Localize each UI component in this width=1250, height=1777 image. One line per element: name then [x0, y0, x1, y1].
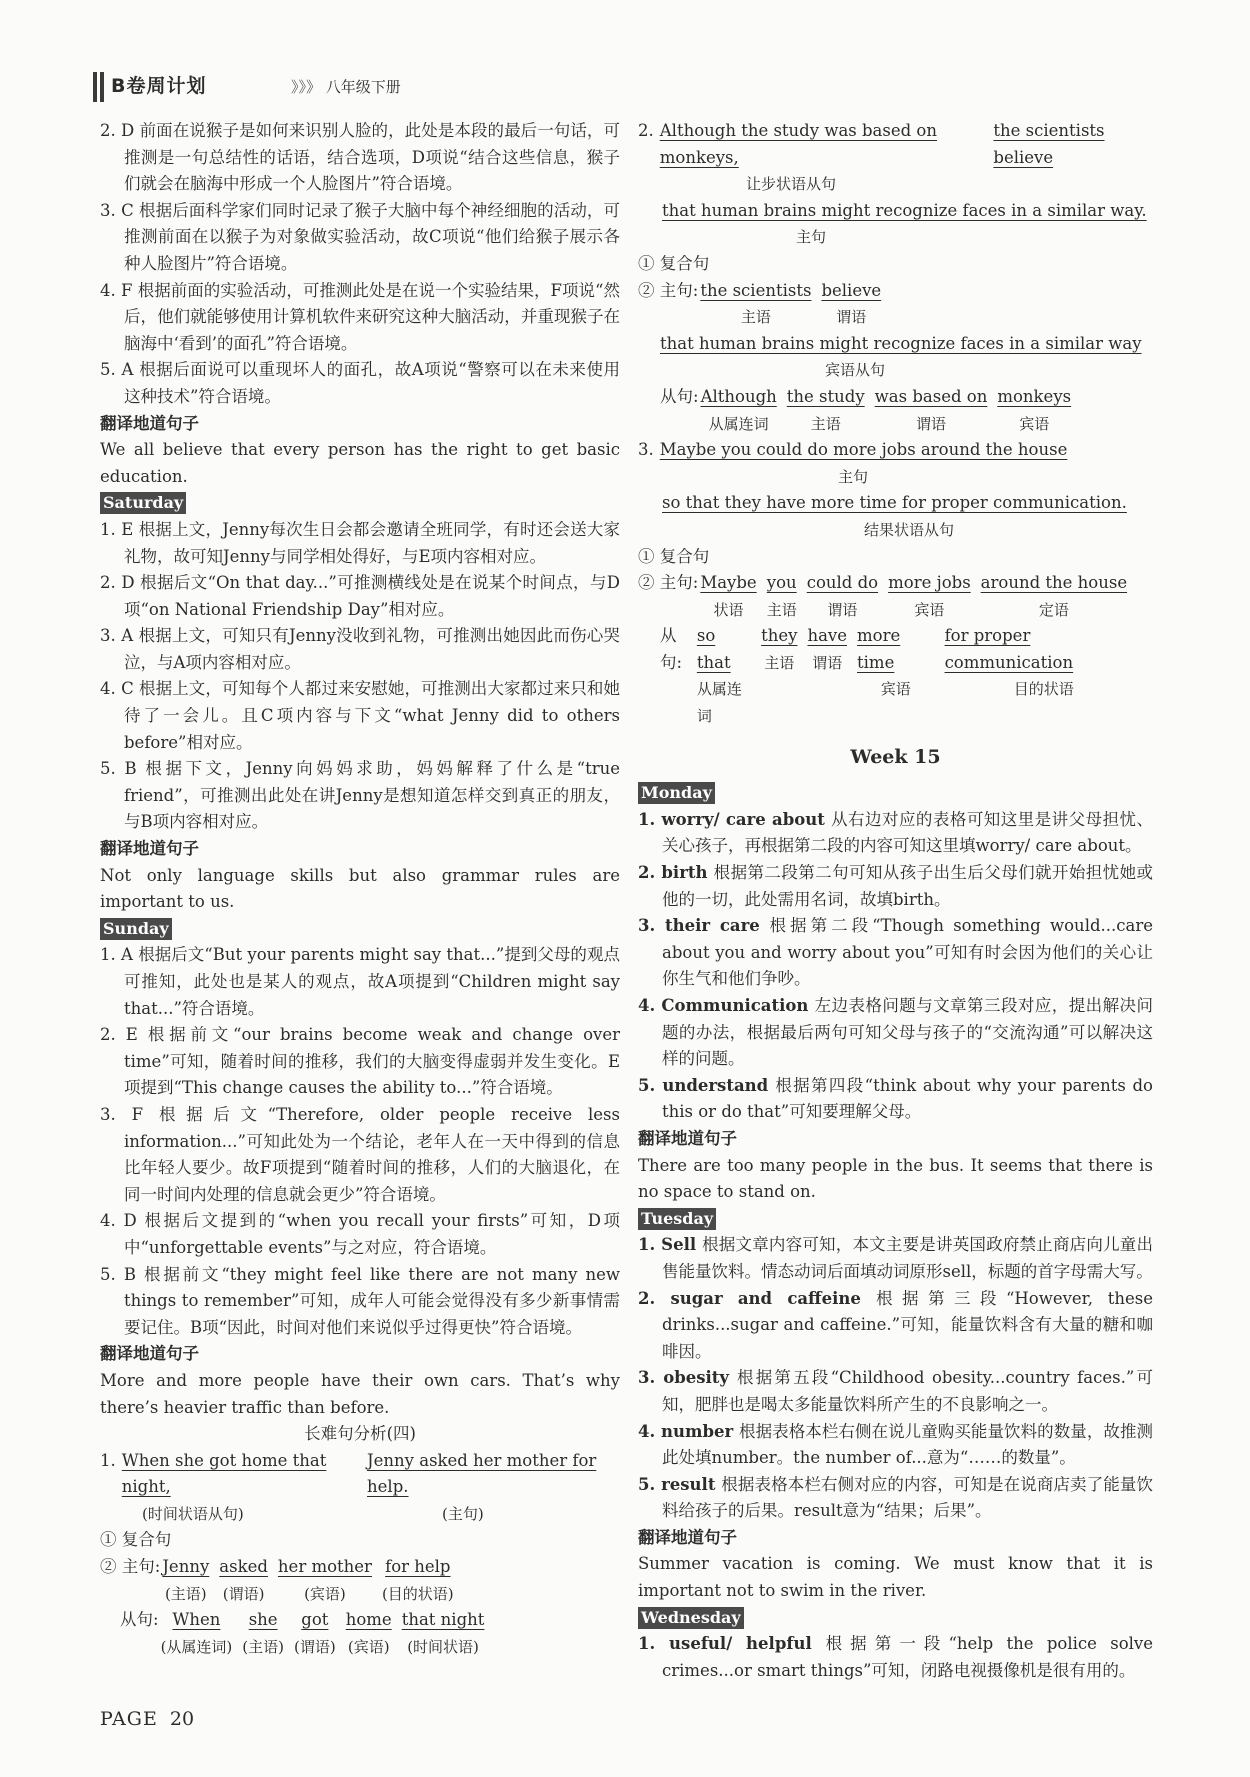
- monday-answers: [638, 807, 1153, 1126]
- sentence-segment: [997, 384, 1071, 437]
- answer-explanation: 根据第四段“think about why your parents do this or do that”可知要理解父母。: [662, 1075, 1153, 1122]
- sentence-segment: [219, 1554, 268, 1607]
- sentence-segment: [767, 570, 797, 623]
- header-arrows: 》》》: [291, 78, 322, 96]
- translation-heading: 翻译地道句子: [100, 413, 199, 433]
- sentence-segment: [278, 1554, 372, 1607]
- segment-label: 主语: [764, 653, 795, 672]
- main-clause-prefix: ② 主句:: [638, 573, 699, 593]
- page-header: [93, 70, 1153, 104]
- sentence-segment: [382, 1554, 454, 1607]
- segment-text: asked: [219, 1557, 268, 1577]
- main-clause-breakdown: [638, 278, 1153, 331]
- week-title: Week 15: [850, 745, 941, 768]
- sentence-segment: [945, 623, 1143, 703]
- sentence-segment: [161, 1607, 233, 1660]
- segment-text: you: [766, 573, 797, 593]
- answer-key: 4. Communication: [638, 996, 815, 1015]
- answer-explanation: 从右边对应的表格可知这里是讲父母担忧、关心孩子，再根据第二段的内容可知这里填worry/ care about。: [662, 809, 1154, 856]
- main-clause-breakdown: [100, 1554, 620, 1607]
- translation-sentence: Summer vacation is coming. We must know that it is important not to swim in the river.: [638, 1554, 1153, 1601]
- answer-key: 2. sugar and caffeine: [638, 1288, 877, 1308]
- sentence-segment: [701, 384, 777, 437]
- sentence-type: ① 复合句: [638, 253, 710, 273]
- answer-key: 2. birth: [638, 863, 714, 883]
- sentence-segment: [807, 570, 878, 623]
- segment-text: her mother: [277, 1557, 372, 1577]
- answer-explanation: 根据第三段“However, these drinks...sugar and caffeine.”可知，能量饮料含有大量的糖和咖啡因。: [662, 1288, 1153, 1361]
- answer-key: 1. worry/ care about: [638, 809, 832, 829]
- answer-key: 4. number: [638, 1421, 740, 1441]
- segment-label: 从属连词: [708, 414, 769, 433]
- answer-item: 3. A 根据上文，可知只有Jenny没收到礼物，可推测出她因此而伤心哭泣，与A项内容相对应。: [100, 626, 620, 672]
- answer-key: 1. useful/ helpful: [638, 1634, 826, 1654]
- sentence-segment: [162, 1554, 209, 1607]
- answer-item: [638, 860, 1153, 913]
- sentence-segment: [402, 1607, 485, 1660]
- segment-text: could do: [806, 573, 879, 593]
- sentence-segment: [981, 570, 1127, 623]
- answer-item: [638, 807, 1153, 860]
- translation-heading: 翻译地道句子: [638, 1527, 737, 1547]
- answer-explanation: 根据第五段“Childhood obesity...country faces.”可知，肥胖也是喝太多能量饮料所产生的不良影响之一。: [662, 1368, 1153, 1414]
- segment-text: they: [761, 626, 798, 646]
- answer-item: 1. E 根据上文，Jenny每次生日会都会邀请全班同学，有时还会送大家礼物，故可知Jenny与同学相处得好，与E项内容相对应。: [100, 519, 620, 566]
- answer-item: [638, 1631, 1153, 1684]
- answer-item: [638, 1365, 1153, 1418]
- segment-text: Maybe: [700, 573, 757, 593]
- sentence-segment: [761, 623, 797, 676]
- segment-text: Although: [700, 386, 777, 406]
- day-label-sunday: Sunday: [100, 918, 172, 940]
- clause-text: so that they have more time for proper communication.: [662, 493, 1127, 513]
- answer-explanation: 根据表格本栏右侧对应的内容，可知是在说商店卖了能量饮料给孩子的后果。result意为“结果；后果”。: [662, 1474, 1153, 1521]
- clause-label: 结果状语从句: [864, 520, 955, 539]
- segment-label: 主语: [810, 414, 841, 433]
- answer-item: [638, 913, 1153, 993]
- translation-sentence: More and more people have their own cars. That’s why there’s heavier traffic than before.: [100, 1370, 620, 1417]
- header-grade-text: 八年级下册: [325, 78, 401, 96]
- sentence-segment: [787, 384, 865, 437]
- segment-text: When: [172, 1610, 221, 1630]
- answer-item: 2. D 根据后文“On that day...”可推测横线处是在说某个时间点，与D项“on National Friendship Day”相对应。: [100, 573, 620, 619]
- sentence-segment: [700, 278, 811, 331]
- wednesday-answers: [638, 1631, 1153, 1684]
- segment-label: 目的状语: [1013, 680, 1074, 699]
- segment-label: 宾语: [914, 600, 945, 619]
- main-clause-text: that human brains might recognize faces in a similar way.: [662, 200, 1147, 220]
- analysis-title: 长难句分析(四): [304, 1424, 416, 1444]
- main-clause-text: Jenny asked her mother for help.: [367, 1450, 597, 1497]
- item-number: 2.: [638, 121, 654, 140]
- answer-explanation: 根据第二段“Though something would...care about you and worry about you”可知有时会因为他们的关心让你生气和他们争吵。: [662, 916, 1153, 989]
- object-clause: [638, 331, 1153, 384]
- answer-item: 5. A 根据后面说可以重现坏人的面孔，故A项说“警察可以在未来使用这种技术”符合语境。: [100, 360, 620, 406]
- sentence-segment: [857, 623, 935, 703]
- translation-sentence: Not only language skills but also grammar rules are important to us.: [100, 865, 620, 912]
- day-label-tuesday: Tuesday: [638, 1208, 716, 1230]
- page-footer: [100, 1706, 194, 1733]
- translation-sentence: There are too many people in the bus. It seems that there is no space to stand on.: [638, 1155, 1153, 1202]
- segment-text: around the house: [980, 573, 1128, 593]
- translation-heading: 翻译地道句子: [100, 839, 199, 859]
- answer-item: 1. A 根据后文“But your parents might say that...”提到父母的观点可推知，此处也是某人的观点，故A项提到“Children might say that...”符合语境。: [100, 945, 620, 1018]
- answer-explanation: 根据文章内容可知，本文主要是讲英国政府禁止商店向儿童出售能量饮料。情态动词后面填动词原形sell，标题的首字母需大写。: [662, 1235, 1154, 1281]
- sentence-segment: [294, 1607, 336, 1660]
- main-clause-prefix: ② 主句:: [638, 280, 699, 300]
- segment-label: 主语: [740, 308, 771, 327]
- sentence-segment: [700, 570, 756, 623]
- object-clause-text: that human brains might recognize faces in a similar way: [660, 333, 1142, 353]
- segment-text: believe: [821, 280, 882, 300]
- page-number: 20: [169, 1708, 195, 1730]
- answer-item: 3. F 根据后文“Therefore, older people receive less information...”可知此处为一个结论，老年人在一天中得到的信息比年轻人要少。故F项提到“随着时间的推移，人们的大脑退化，在同一时间内处理的信息就会更少”符合语境。: [100, 1104, 620, 1204]
- sentence-analysis-1: [100, 1448, 620, 1661]
- clause-text: When she got home that night,: [121, 1450, 327, 1497]
- segment-label: (宾语): [347, 1637, 390, 1656]
- translation-heading: 翻译地道句子: [638, 1128, 737, 1148]
- segment-text: Jenny: [162, 1557, 210, 1577]
- main-clause-breakdown: [638, 570, 1153, 623]
- answer-item: 3. C 根据后面科学家们同时记录了猴子大脑中每个神经细胞的活动，可推测前面在以猴子为对象做实验活动，故C项说“他们给猴子展示各种人脸图片”符合语境。: [100, 200, 620, 273]
- segment-text: got: [301, 1610, 329, 1630]
- answer-explanation: 根据第一段“help the police solve crimes...or smart things”可知，闭路电视摄像机是很有用的。: [662, 1634, 1153, 1680]
- answer-key: 5. understand: [638, 1075, 776, 1095]
- segment-label: (谓语): [294, 1637, 336, 1656]
- page-label: PAGE: [100, 1708, 158, 1730]
- answer-item: 5. B 根据前文“they might feel like there are not many new things to remember”可知，成年人可能会觉得没有多少新事情需要记住。B项“因此，时间对他们来说似乎过得更快”符合语境。: [100, 1264, 620, 1337]
- answer-item: [638, 1419, 1153, 1472]
- sub-clause-breakdown: [100, 1607, 620, 1660]
- main-clause-label: (主句): [442, 1504, 484, 1523]
- segment-text: monkeys: [997, 386, 1072, 406]
- segment-label: 定语: [1038, 600, 1069, 619]
- header-bar: [93, 72, 97, 102]
- segment-label: 从属连词: [696, 680, 742, 726]
- sentence-segment: [346, 1607, 392, 1660]
- segment-text: that night: [401, 1610, 485, 1630]
- segment-label: (谓语): [222, 1584, 265, 1603]
- answer-item: [638, 1472, 1153, 1525]
- sub-clause-prefix: 从句:: [660, 386, 699, 406]
- answer-item: 4. F 根据前面的实验活动，可推测此处是在说一个实验结果，F项说“然后，他们就能够使用计算机软件来研究这种大脑活动，并重现猴子在脑海中‘看到’的面孔”符合语境。: [100, 280, 620, 353]
- segment-text: was based on: [874, 386, 988, 406]
- sentence-segment: [697, 623, 751, 729]
- header-bar: [100, 72, 104, 102]
- main-clause-text: Maybe you could do more jobs around the house: [659, 440, 1068, 460]
- object-clause-label: 宾语从句: [825, 361, 886, 380]
- segment-label: 宾语: [1019, 414, 1050, 433]
- sub-clause-prefix: 从句:: [120, 1610, 159, 1630]
- clause-label: (时间状语从句): [142, 1504, 244, 1523]
- sentence-segment: [821, 278, 881, 331]
- header-title: B卷周计划: [111, 75, 207, 97]
- segment-label: 宾语: [880, 680, 911, 699]
- answer-key: 1. Sell: [638, 1235, 703, 1255]
- sentence-segment: [807, 623, 847, 676]
- header-grade: [291, 72, 401, 102]
- answer-explanation: 左边表格问题与文章第三段对应，提出解决问题的办法，根据最后两句可知父母与孩子的“交流沟通”可以解决这样的问题。: [662, 996, 1154, 1069]
- sentence-segment: [888, 570, 971, 623]
- sentence-type: ① 复合句: [100, 1530, 172, 1550]
- answer-item: [638, 1286, 1153, 1366]
- main-clause-text: the scientists believe: [993, 121, 1105, 167]
- item-number: 1.: [100, 1450, 116, 1470]
- segment-text: the study: [786, 386, 865, 406]
- segment-label: 主语: [766, 600, 797, 619]
- segment-label: 状语: [713, 600, 744, 619]
- answer-item: 2. E 根据前文“our brains become weak and change over time”可知，随着时间的推移，我们的大脑变得虚弱并发生变化。E项提到“This change causes the ability to...”符合语境。: [100, 1025, 620, 1098]
- answer-key: 3. obesity: [638, 1368, 737, 1388]
- main-clause-label: 主句: [796, 228, 827, 247]
- segment-label: (宾语): [304, 1584, 346, 1603]
- day-label-saturday: Saturday: [100, 492, 186, 514]
- answer-item: 5. B 根据下文，Jenny向妈妈求助，妈妈解释了什么是“true friend”，可推测出此处在讲Jenny是想知道怎样交到真正的朋友，与B项内容相对应。: [100, 759, 620, 832]
- segment-label: 谓语: [836, 308, 867, 327]
- segment-text: have: [807, 626, 848, 646]
- main-clause-prefix: ② 主句:: [100, 1557, 161, 1577]
- translation-sentence: We all believe that every person has the right to get basic education.: [100, 440, 620, 486]
- sentence-analysis-2: [638, 118, 1153, 437]
- answer-explanation: 根据表格本栏右侧在说儿童购买能量饮料的数量，故推测此处填number。the number of...意为“……的数量”。: [662, 1421, 1154, 1468]
- clause-label: 让步状语从句: [746, 175, 837, 194]
- day-label-wednesday: Wednesday: [638, 1607, 744, 1629]
- answer-item: 2. D 前面在说猴子是如何来识别人脸的，此处是本段的最后一句话，可推测是一句总结性的话语，结合选项，D项说“结合这些信息，猴子们就会在脑海中形成一个人脸图片”符合语境。: [100, 121, 620, 194]
- segment-label: 谓语: [827, 600, 858, 619]
- answer-item: [638, 993, 1153, 1073]
- answer-item: [638, 1073, 1153, 1126]
- sub-clause-prefix: 从句:: [660, 626, 683, 672]
- segment-label: (主语): [242, 1637, 284, 1656]
- segment-text: for help: [385, 1557, 451, 1577]
- sub-clause-breakdown: [638, 623, 1153, 729]
- segment-text: more jobs: [888, 573, 971, 593]
- sentence-segment: [875, 384, 988, 437]
- segment-text: home: [345, 1610, 392, 1630]
- right-column: [638, 118, 1153, 1684]
- segment-label: 谓语: [812, 653, 843, 672]
- segment-label: (主语): [164, 1584, 207, 1603]
- answer-explanation: 根据第二段第二句可知从孩子出生后父母们就开始担忧她或他的一切，此处需用名词，故填birth。: [662, 863, 1154, 909]
- segment-label: 谓语: [915, 414, 946, 433]
- sentence-analysis-3: [638, 437, 1153, 730]
- main-clause-label: 主句: [838, 467, 869, 486]
- left-column: [100, 118, 620, 1660]
- sub-clause-breakdown: [638, 384, 1153, 437]
- segment-text: the scientists: [700, 280, 812, 300]
- tuesday-answers: [638, 1232, 1153, 1525]
- segment-label: (时间状语): [407, 1637, 479, 1656]
- answer-item: [638, 1232, 1153, 1285]
- answer-item: 4. C 根据上文，可知每个人都过来安慰她，可推测出大家都过来只和她待了一会儿。且C项内容与下文“what Jenny did to others before”相对应。: [100, 679, 620, 752]
- answer-key: 5. result: [638, 1474, 722, 1494]
- segment-text: so that: [696, 626, 731, 672]
- segment-text: for proper communication: [944, 626, 1074, 672]
- translation-heading: 翻译地道句子: [100, 1344, 199, 1364]
- segment-text: she: [248, 1610, 278, 1630]
- sentence-segment: [242, 1607, 284, 1660]
- answer-key: 3. their care: [638, 916, 770, 936]
- segment-text: more time: [857, 626, 901, 672]
- sentence-type: ① 复合句: [638, 546, 710, 566]
- segment-label: (目的状语): [381, 1584, 454, 1603]
- day-label-monday: Monday: [638, 782, 715, 804]
- segment-label: (从属连词): [160, 1637, 233, 1656]
- item-number: 3.: [638, 440, 654, 460]
- clause-text: Although the study was based on monkeys,: [659, 121, 937, 167]
- answer-item: 4. D 根据后文提到的“when you recall your firsts”可知，D项中“unforgettable events”与之对应，符合语境。: [100, 1211, 620, 1257]
